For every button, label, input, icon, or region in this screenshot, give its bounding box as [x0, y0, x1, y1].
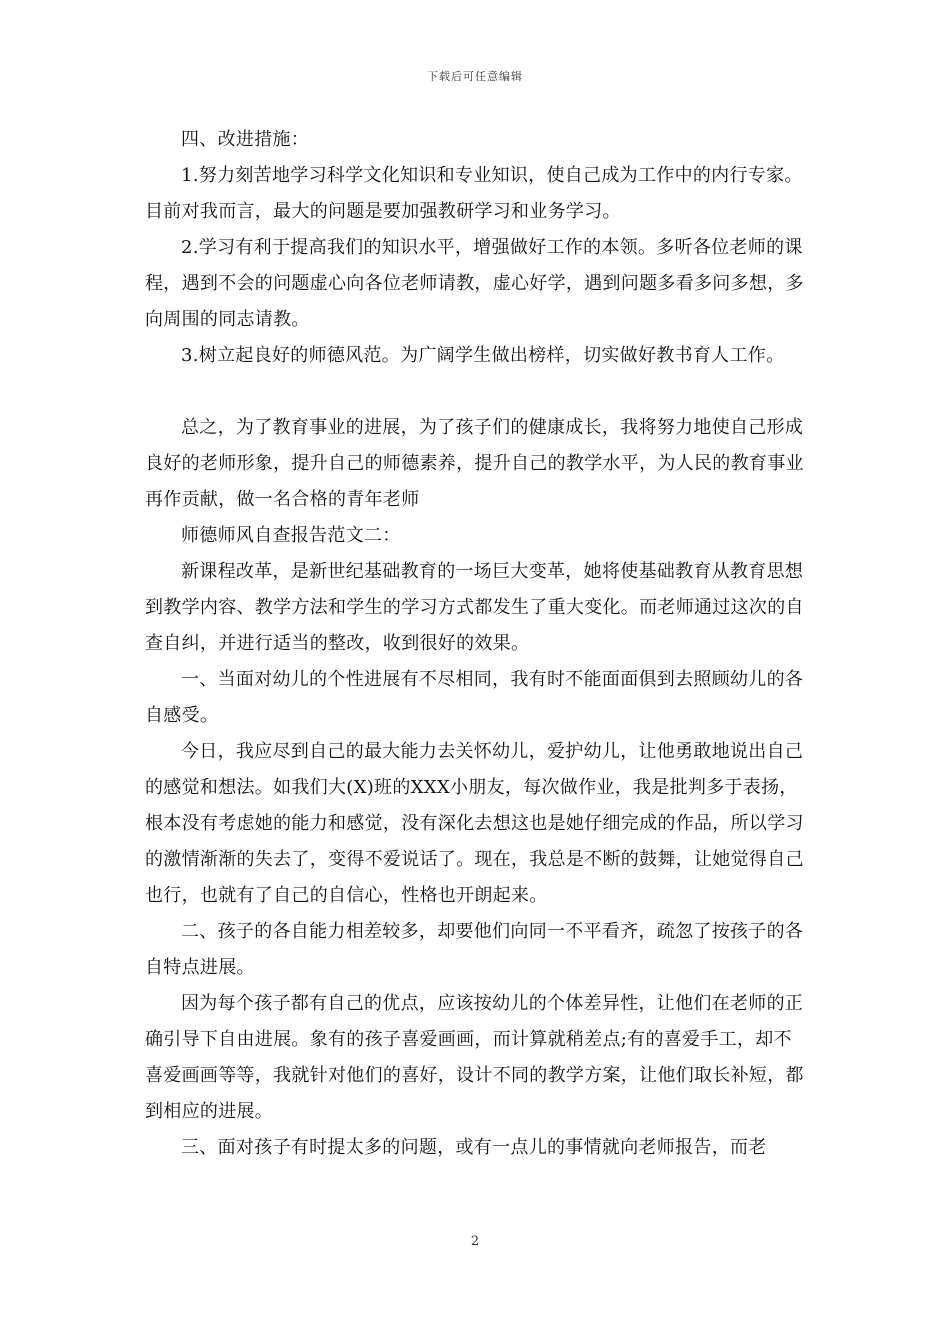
paragraph-point-3: 三、面对孩子有时提太多的问题，或有一点儿的事情就向老师报告，而老: [181, 1137, 767, 1158]
paragraph-point-2: 二、孩子的各自能力相差较多，却要他们向同一不平看齐，疏忽了按孩子的各自特点进展。: [145, 921, 804, 978]
page-number: 2: [470, 1234, 480, 1249]
page-header-note: 下载后可任意编辑: [427, 70, 523, 83]
paragraph-point-1-detail: 今日，我应尽到自己的最大能力去关怀幼儿，爱护幼儿，让他勇敢地说出自己的感觉和想法。如我们大(X)班的XXX小朋友，每次做作业，我是批判多于表扬，根本没有考虑她的能力和感觉，没有深化去想这也是她仔细完成的作品，所以学习的激情渐渐的失去了，变得不爱说话了。现在，我总是不断的鼓舞，让她觉得自己也行，也就有了自己的自信心，性格也开朗起来。: [145, 741, 804, 906]
paragraph-intro: 新课程改革，是新世纪基础教育的一场巨大变革，她将使基础教育从教育思想到教学内容、教学方法和学生的学习方式都发生了重大变化。而老师通过这次的自查自纠，并进行适当的整改，收到很好的效果。: [145, 561, 804, 654]
section-heading-improvement: 四、改进措施：: [181, 129, 310, 150]
section-heading-sample-two: 师德师风自查报告范文二：: [181, 525, 401, 546]
document-body: [145, 122, 810, 1166]
paragraph-point-2-detail: 因为每个孩子都有自己的优点，应该按幼儿的个体差异性，让他们在老师的正确引导下自由进展。象有的孩子喜爱画画，而计算就稍差点;有的喜爱手工，却不喜爱画画等等，我就针对他们的喜好，设计不同的教学方案，让他们取长补短，都到相应的进展。: [145, 993, 804, 1122]
paragraph-item-1: 1.努力刻苦地学习科学文化知识和专业知识，使自己成为工作中的内行专家。目前对我而言，最大的问题是要加强教研学习和业务学习。: [145, 165, 803, 222]
paragraph-point-1: 一、当面对幼儿的个性进展有不尽相同，我有时不能面面俱到去照顾幼儿的各自感受。: [145, 669, 804, 726]
paragraph-summary: 总之，为了教育事业的进展，为了孩子们的健康成长，我将努力地使自己形成良好的老师形象，提升自己的师德素养，提升自己的教学水平，为人民的教育事业再作贡献，做一名合格的青年老师: [145, 417, 804, 510]
paragraph-item-2: 2.学习有利于提高我们的知识水平，增强做好工作的本领。多听各位老师的课程，遇到不会的问题虚心向各位老师请教，虚心好学，遇到问题多看多问多想，多向周围的同志请教。: [145, 237, 804, 330]
paragraph-item-3: 3.树立起良好的师德风范。为广阔学生做出榜样，切实做好教书育人工作。: [181, 345, 785, 366]
